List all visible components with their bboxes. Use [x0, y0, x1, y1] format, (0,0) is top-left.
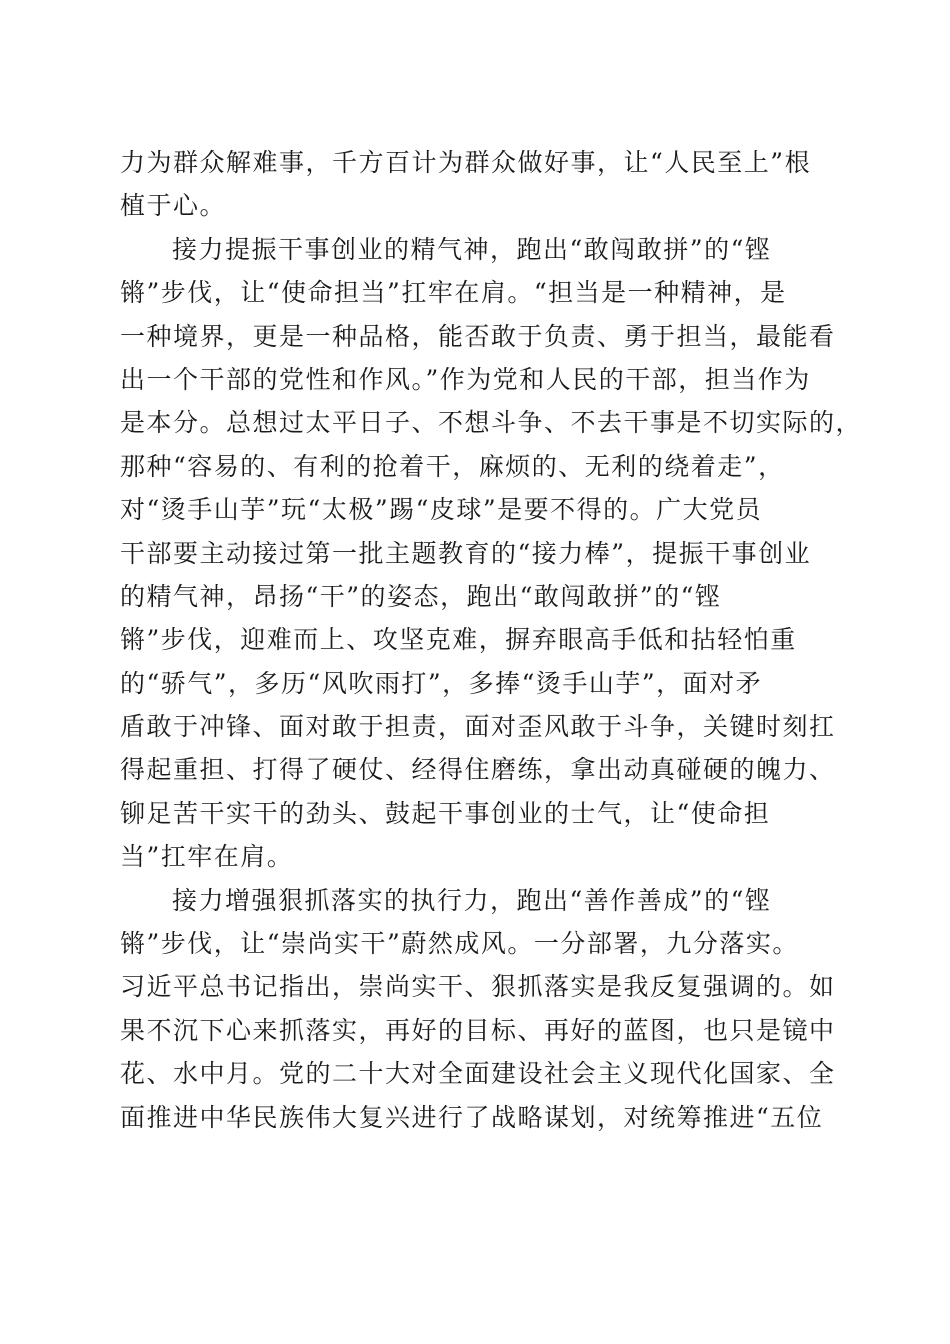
text-line: 的精气神，昂扬“干”的姿态，跑出“敢闯敢拼”的“铿 [120, 581, 722, 611]
text-line: 一种境界，更是一种品格，能否敢于负责、勇于担当，最能看 [120, 321, 836, 351]
text-line: 果不沉下心来抓落实，再好的目标、再好的蓝图，也只是镜中 [120, 1015, 836, 1045]
text-line: 的“骄气”，多历“风吹雨打”，多捧“烫手山芋”，面对矛 [120, 668, 763, 698]
text-line: 锵”步伐，让“使命担当”扛牢在肩。“担当是一种精神，是 [120, 278, 787, 308]
text-line: 是本分。总想过太平日子、不想斗争、不去干事是不切实际的， [120, 408, 863, 438]
text-line: 对“烫手山芋”玩“太极”踢“皮球”是要不得的。广大党员 [120, 495, 763, 525]
text-line: 那种“容易的、有利的抢着干，麻烦的、无利的绕着走”， [120, 451, 785, 481]
paragraph-start-line: 接力提振干事创业的精气神，跑出“敢闯敢拼”的“铿 [172, 234, 772, 264]
text-line: 植于心。 [120, 191, 227, 221]
body-text [120, 141, 863, 1139]
paragraph-start-line: 接力增强狠抓落实的执行力，跑出“善作善成”的“铿 [172, 885, 772, 915]
text-line: 盾敢于冲锋、面对敢于担责，面对歪风敢于斗争，关键时刻扛 [120, 712, 836, 742]
text-line: 干部要主动接过第一批主题教育的“接力棒”，提振干事创业 [120, 538, 812, 568]
text-line: 面推进中华民族伟大复兴进行了战略谋划，对统筹推进“五位 [120, 1102, 824, 1132]
text-line: 力为群众解难事，千方百计为群众做好事，让“人民至上”根 [120, 148, 812, 177]
text-line: 得起重担、打得了硬仗、经得住磨练，拿出动真碰硬的魄力、 [120, 755, 836, 785]
text-line: 铆足苦干实干的劲头、鼓起干事创业的士气，让“使命担 [120, 798, 771, 828]
text-line: 当”扛牢在肩。 [120, 842, 294, 872]
text-line: 出一个干部的党性和作风。”作为党和人民的干部，担当作为 [120, 364, 811, 394]
text-line: 花、水中月。党的二十大对全面建设社会主义现代化国家、全 [120, 1059, 836, 1089]
text-line: 锵”步伐，让“崇尚实干”蔚然成风。一分部署，九分落实。 [120, 929, 799, 959]
text-line: 锵”步伐，迎难而上、攻坚克难，摒弃眼高手低和拈轻怕重 [120, 625, 797, 655]
text-line: 习近平总书记指出，崇尚实干、狠抓落实是我反复强调的。如 [120, 972, 836, 1002]
